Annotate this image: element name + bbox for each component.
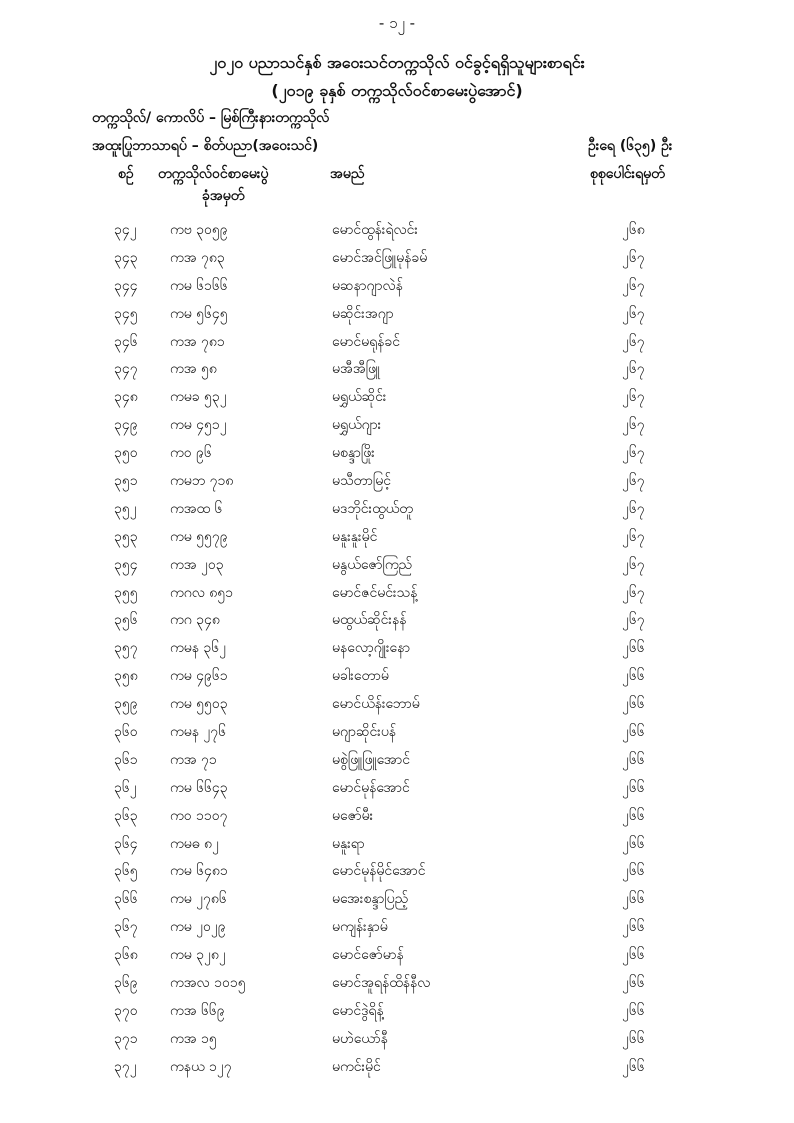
table-row (0, 551, 794, 579)
document-title: ၂၀၂၀ ပညာသင်နှစ် အဝေးသင်တက္ကသိုလ် ဝင်ခွင့်ရရှိသူများစာရင်း (209, 53, 585, 72)
marks-cell: ၂၆၇ (622, 417, 645, 434)
roll-number-cell: ကအလ ၁၀၁၅ (170, 975, 246, 992)
marks-cell: ၂၆၆ (622, 863, 645, 880)
marks-cell: ၂၆၆ (622, 696, 645, 713)
serial-cell: ၃၆၇ (114, 919, 138, 936)
marks-cell: ၂၆၆ (622, 1030, 645, 1047)
serial-cell: ၃၄၄ (114, 277, 138, 294)
roll-number-cell: ကမ ၅၅၀၃ (170, 696, 228, 713)
serial-cell: ၃၆၀ (114, 724, 138, 741)
name-cell: မခါးတောမ် (332, 668, 389, 685)
roll-number-cell: ကအ ၅၈ (170, 361, 217, 378)
name-cell: မထွယ်ဆိုင်းနန် (332, 612, 407, 629)
table-row (0, 857, 794, 885)
name-cell: မောင်မုန်အောင် (332, 779, 410, 796)
marks-cell: ၂၆၇ (622, 389, 645, 406)
name-cell: မနူးရာ (332, 835, 365, 852)
name-cell: မဆိုင်းအဂျာ (332, 305, 394, 322)
name-cell: မအီအီဖြူ (332, 361, 381, 378)
serial-cell: ၃၄၂ (114, 222, 137, 238)
roll-number-cell: ကအထ ၆ (170, 500, 223, 517)
roll-number-cell: ကမ ၂၀၂၉ (170, 919, 226, 936)
roll-number-cell: ကမ ၄၅၁၂ (170, 417, 227, 434)
name-cell: မကင်းမိုင် (332, 1058, 381, 1075)
name-cell: မရွှယ်ဂျား (332, 417, 382, 434)
serial-cell: ၃၄၅ (114, 305, 138, 322)
table-row (0, 579, 794, 607)
serial-cell: ၃၅၂ (114, 500, 137, 517)
roll-number-cell: ကဗ ၃၀၅၉ (170, 222, 228, 238)
serial-cell: ၃၅၆ (114, 612, 138, 629)
roll-number-cell: ကဝ ၉၆ (170, 445, 212, 462)
roll-number-cell: ကမ ၆၆၄၃ (170, 779, 228, 796)
department-label: အထူးပြုဘာသာရပ် – စိတ်ပညာ(အဝေးသင်) (92, 138, 319, 154)
name-cell: မဂျာဆိုင်းပန် (332, 724, 397, 741)
name-cell: မနူးနူးမိုင် (332, 528, 378, 545)
serial-cell: ၃၅၁ (114, 473, 138, 490)
marks-cell: ၂၆၆ (622, 724, 645, 741)
marks-cell: ၂၆၆ (622, 779, 645, 796)
marks-cell: ၂၆၈ (622, 222, 645, 238)
serial-cell: ၃၅၃ (114, 528, 138, 545)
roll-number-cell: ကမခ ၅၃၂ (170, 389, 227, 406)
marks-cell: ၂၆၆ (622, 668, 645, 685)
column-header-marks: စုစုပေါင်းရမှတ် (590, 166, 665, 182)
serial-cell: ၃၄၆ (114, 333, 138, 350)
document-subtitle: (၂၀၁၉ ခုနှစ် တက္ကသိုလ်ဝင်စာမေးပွဲအောင်) (271, 81, 523, 100)
table-row (0, 216, 794, 244)
roll-number-cell: ကဂလ ၈၅၁ (170, 584, 234, 601)
roll-number-cell: ကမ ၅၆၄၅ (170, 305, 228, 322)
roll-number-cell: ကမ ၆၁၆၆ (170, 277, 228, 294)
marks-cell: ၂၆၆ (622, 640, 645, 657)
marks-cell: ၂၆၆ (622, 919, 645, 936)
roll-number-cell: ကဝ ၁၁၀၇ (170, 807, 228, 824)
marks-cell: ၂၆၆ (622, 891, 645, 908)
roll-number-cell: ကမဘ ၇၁၈ (170, 473, 234, 490)
name-cell: မောင်မရုန်ခင် (332, 333, 401, 350)
serial-cell: ၃၅၄ (114, 556, 138, 573)
table-row (0, 1053, 794, 1081)
marks-cell: ၂၆၇ (622, 277, 645, 294)
marks-cell: ၂၆၇ (622, 445, 645, 462)
serial-cell: ၃၆၃ (114, 807, 138, 824)
university-label: တက္ကသိုလ်/ ကောလိပ် – မြစ်ကြီးနားတက္ကသိုလ် (92, 110, 330, 126)
serial-cell: ၃၆၁ (114, 751, 138, 768)
name-cell: မဒဘိုင်းထွယ်တူ (332, 500, 413, 517)
page-number: - ၁၂ - (378, 14, 416, 32)
name-cell: မောင်ဇင်မင်းသန့် (332, 584, 418, 601)
marks-cell: ၂၆၇ (622, 249, 645, 266)
marks-cell: ၂၆၇ (622, 528, 645, 545)
name-cell: မသီတာမြင့် (332, 473, 392, 490)
marks-cell: ၂၆၇ (622, 556, 645, 573)
roll-number-cell: ကမ ၂၇၈၆ (170, 891, 227, 908)
serial-cell: ၃၆၂ (114, 779, 137, 796)
table-row (0, 830, 794, 858)
name-cell: မနလော့ဂျိုးနော (332, 640, 411, 657)
roll-number-cell: ကအ ၇၈၃ (170, 249, 225, 266)
serial-cell: ၃၄၈ (114, 389, 138, 406)
roll-number-cell: ကမဓ ၈၂ (170, 835, 219, 852)
roll-number-cell: ကမ ၅၅၇၉ (170, 528, 228, 545)
table-row (0, 802, 794, 830)
table-row (0, 941, 794, 969)
table-row (0, 439, 794, 467)
table-row (0, 662, 794, 690)
column-header-roll: တက္ကသိုလ်ဝင်စာမေးပွဲ (158, 166, 269, 182)
table-row (0, 495, 794, 523)
table-row (0, 272, 794, 300)
table-row (0, 690, 794, 718)
serial-cell: ၃၇၂ (114, 1058, 137, 1075)
table-row (0, 300, 794, 328)
roll-number-cell: ကဂ ၃၄၈ (170, 612, 220, 629)
table-row (0, 383, 794, 411)
marks-cell: ၂၆၇ (622, 500, 645, 517)
table-row (0, 244, 794, 272)
serial-cell: ၃၇၀ (114, 1002, 138, 1019)
marks-cell: ၂၆၆ (622, 1058, 645, 1075)
marks-cell: ၂၆၆ (622, 835, 645, 852)
total-count: ဦးရေ (၆၃၅) ဦး (588, 138, 673, 154)
column-header-serial: စဉ် (118, 166, 134, 182)
name-cell: မဆနာဂျာလဲန် (332, 277, 403, 294)
marks-cell: ၂၆၇ (622, 584, 645, 601)
serial-cell: ၃၅၀ (114, 445, 138, 462)
table-row (0, 718, 794, 746)
name-cell: မောင်အင်ဖြူမုန်ခမ် (332, 249, 428, 266)
table-row (0, 885, 794, 913)
table-row (0, 355, 794, 383)
roll-number-cell: ကမန ၃၆၂ (170, 640, 227, 657)
table-row (0, 997, 794, 1025)
roll-number-cell: ကမန ၂၇၆ (170, 724, 227, 741)
name-cell: မအေးစန္ဒာပြည့် (332, 891, 409, 908)
roll-number-cell: ကအ ၇၈၁ (170, 333, 225, 350)
roll-number-cell: ကအ ၇၁ (170, 751, 217, 768)
serial-cell: ၃၅၅ (114, 584, 138, 601)
table-row (0, 634, 794, 662)
serial-cell: ၃၆၉ (114, 975, 138, 992)
serial-cell: ၃၇၁ (114, 1030, 138, 1047)
roll-number-cell: ကမ ၄၉၆၁ (170, 668, 228, 685)
table-row (0, 411, 794, 439)
column-header-name: အမည် (330, 166, 365, 182)
marks-cell: ၂၆၇ (622, 473, 645, 490)
roll-number-cell: ကအ ၂၀၃ (170, 556, 224, 573)
marks-cell: ၂၆၇ (622, 612, 645, 629)
name-cell: မောင်ယိန်းဘောမ် (332, 696, 420, 713)
serial-cell: ၃၆၅ (114, 863, 138, 880)
marks-cell: ၂၆၆ (622, 751, 645, 768)
serial-cell: ၃၅၈ (114, 668, 138, 685)
marks-cell: ၂၆၆ (622, 807, 645, 824)
roll-number-cell: ကမ ၆၄၈၁ (170, 863, 228, 880)
name-cell: မဇော်မီး (332, 807, 374, 824)
name-cell: မစွဲဖြူဖြူအောင် (332, 751, 411, 768)
table-row (0, 467, 794, 495)
table-row (0, 523, 794, 551)
marks-cell: ၂၆၇ (622, 305, 645, 322)
name-cell: မောင်ထွန်းရဲလင်း (332, 222, 418, 238)
serial-cell: ၃၅၇ (114, 640, 138, 657)
results-table (0, 216, 794, 1081)
serial-cell: ၃၆၈ (114, 947, 138, 964)
marks-cell: ၂၆၇ (622, 333, 645, 350)
table-row (0, 1025, 794, 1053)
roll-number-cell: ကမ ၃၂၈၂ (170, 947, 226, 964)
marks-cell: ၂၆၆ (622, 975, 645, 992)
table-row (0, 969, 794, 997)
serial-cell: ၃၆၆ (114, 891, 138, 908)
serial-cell: ၃၄၃ (114, 249, 138, 266)
name-cell: မနွယ်ဇော်ကြည် (332, 556, 413, 573)
serial-cell: ၃၆၄ (114, 835, 138, 852)
name-cell: မရွှယ်ဆိုင်း (332, 389, 387, 406)
marks-cell: ၂၆၇ (622, 361, 645, 378)
marks-cell: ၂၆၆ (622, 947, 645, 964)
table-row (0, 328, 794, 356)
name-cell: မောင်အူရန်ထိန်နီလ (332, 975, 431, 992)
roll-number-cell: ကအ ၁၅ (170, 1030, 217, 1047)
table-row (0, 746, 794, 774)
name-cell: မောင်ဒွဲရိန့် (332, 1002, 384, 1019)
name-cell: မောင်မုန်မိုင်အောင် (332, 863, 426, 880)
name-cell: မစန္ဒာဖြိုး (332, 445, 375, 462)
table-row (0, 606, 794, 634)
table-row (0, 913, 794, 941)
roll-number-cell: ကအ ၆၆၉ (170, 1002, 225, 1019)
serial-cell: ၃၄၇ (114, 361, 138, 378)
name-cell: မကျန်းနှာမ် (332, 919, 388, 936)
table-row (0, 774, 794, 802)
serial-cell: ၃၅၉ (114, 696, 138, 713)
name-cell: မောင်ဇော်မာန် (332, 947, 404, 964)
marks-cell: ၂၆၆ (622, 1002, 645, 1019)
column-header-roll-line2: ခုံအမှတ် (202, 188, 245, 204)
serial-cell: ၃၄၉ (114, 417, 138, 434)
name-cell: မဟဲယော်နီ (332, 1030, 388, 1047)
roll-number-cell: ကနယ ၁၂၇ (170, 1058, 232, 1075)
